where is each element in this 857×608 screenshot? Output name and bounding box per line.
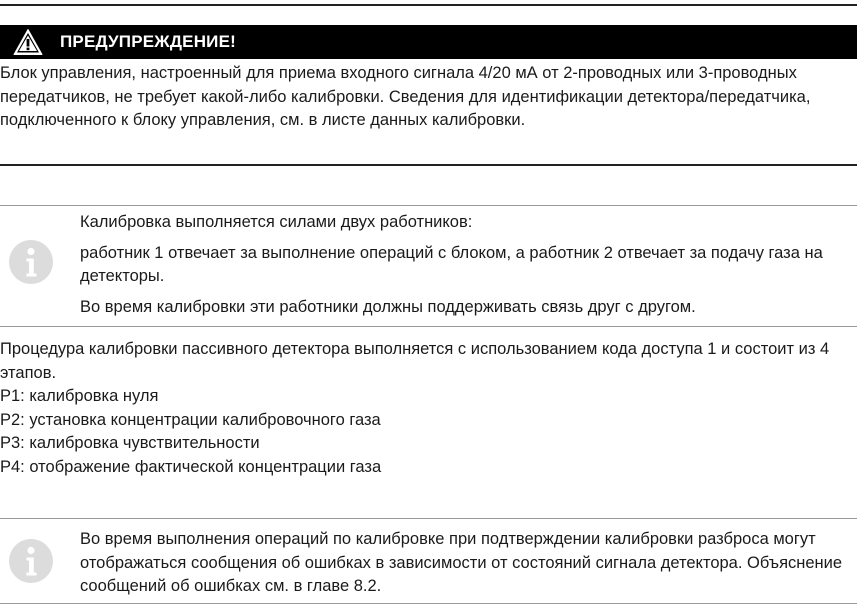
note2-paragraph: Во время выполнения операций по калибровке при подтверждении калибровки разброса могут отображаться сообщения об ошибках в зависимости от состояний сигнала детектора. Объяснение сообщений об ошибках см. в главе 8.2. [80, 530, 843, 595]
warning-title: ПРЕДУПРЕЖДЕНИЕ! [60, 32, 236, 51]
procedure-step: P1: калибровка нуля [0, 387, 159, 405]
note2-top-rule [0, 518, 857, 519]
note2-text [80, 528, 850, 599]
procedure-step: P3: калибровка чувствительности [0, 434, 260, 452]
procedure-section [0, 338, 852, 479]
note1-bottom-rule [0, 326, 857, 327]
note1-paragraph: Калибровка выполняется силами двух работников: [80, 213, 473, 231]
note1-text [80, 211, 850, 319]
info-icon [8, 538, 54, 584]
procedure-intro: Процедура калибровки пассивного детектора выполняется с использованием кода доступа 1 и состоит из 4 этапов. [0, 340, 830, 382]
warning-triangle-icon [13, 28, 43, 56]
procedure-step: P2: установка концентрации калибровочного газа [0, 410, 381, 429]
note1-paragraph: Во время калибровки эти работники должны поддерживать связь друг с другом. [80, 297, 696, 316]
warning-bottom-rule [0, 164, 857, 166]
info-icon [8, 239, 54, 285]
note1-top-rule [0, 205, 857, 206]
warning-text: Блок управления, настроенный для приема входного сигнала 4/20 мА от 2-проводных или 3-проводных передатчиков, не требует какой-либо калибровки. Сведения для идентификации детектора/передатчика, подключенного к блоку управления, см. в листе данных калибровки. [0, 64, 811, 129]
warning-header-bar [0, 25, 857, 59]
procedure-steps [0, 385, 852, 479]
procedure-step: P4: отображение фактической концентрации газа [0, 457, 382, 476]
note2-bottom-rule [0, 603, 857, 604]
note1-paragraph: работник 1 отвечает за выполнение операций с блоком, а работник 2 отвечает за подачу газа на детекторы. [80, 243, 823, 285]
top-rule [0, 4, 857, 6]
